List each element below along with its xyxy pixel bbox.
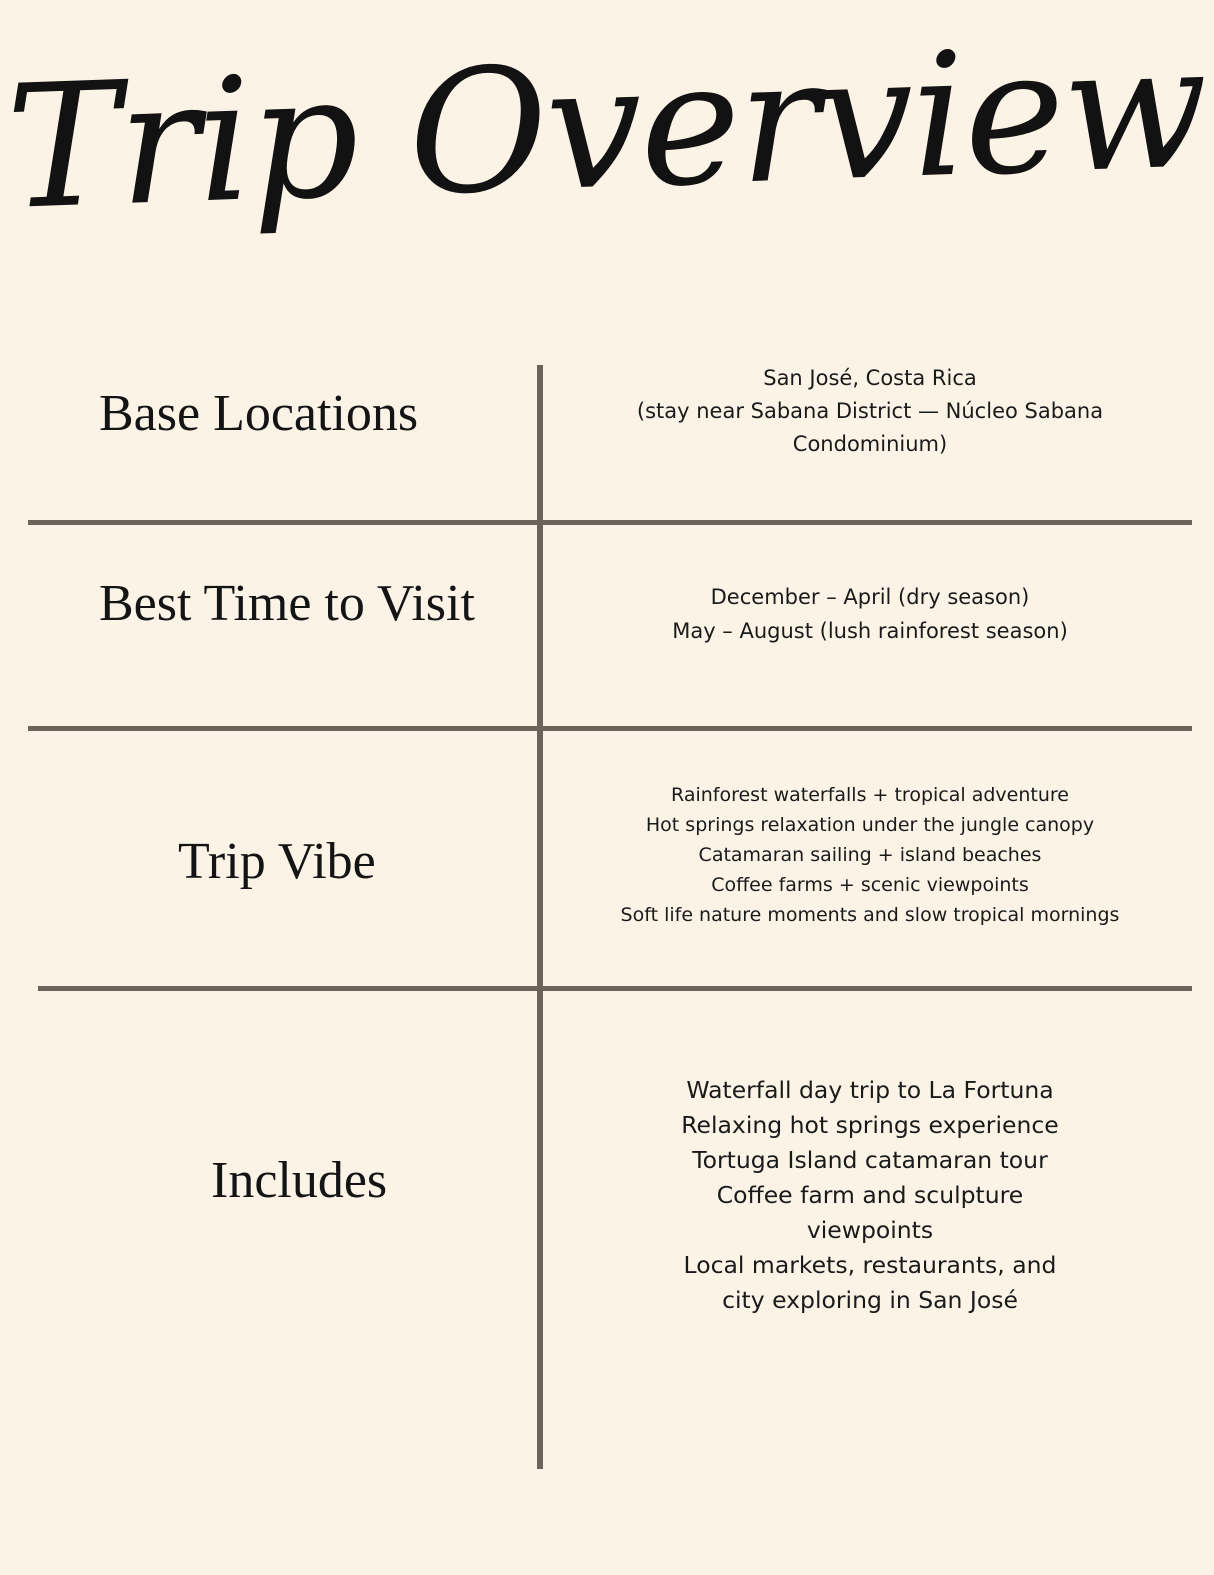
value-line: December – April (dry season)	[710, 585, 1030, 609]
row-divider	[28, 520, 1192, 525]
value-line: Soft life nature moments and slow tropical mornings	[620, 904, 1120, 926]
row-label-best-time: Best Time to Visit	[99, 575, 475, 632]
row-divider	[38, 986, 1192, 991]
value-line: Coffee farm and sculpture	[716, 1181, 1024, 1209]
value-line: Catamaran sailing + island beaches	[698, 844, 1042, 866]
row-label-base-locations: Base Locations	[99, 385, 419, 442]
vertical-divider	[537, 365, 543, 1469]
row-label-includes: Includes	[211, 1152, 388, 1209]
row-value-trip-vibe	[590, 780, 1150, 930]
value-line: city exploring in San José	[722, 1286, 1018, 1314]
value-line: May – August (lush rainforest season)	[672, 619, 1068, 643]
page-title: Trip Overview	[3, 8, 1210, 248]
value-line: Tortuga Island catamaran tour	[692, 1146, 1048, 1174]
value-line: (stay near Sabana District — Núcleo Sabana	[636, 399, 1104, 423]
row-label-trip-vibe: Trip Vibe	[178, 833, 376, 890]
row-value-best-time	[590, 580, 1150, 648]
value-line: viewpoints	[806, 1216, 934, 1244]
row-value-base-locations	[590, 362, 1150, 461]
value-line: San José, Costa Rica	[763, 366, 977, 390]
row-value-includes	[590, 1073, 1150, 1318]
row-divider	[28, 726, 1192, 731]
value-line: Local markets, restaurants, and	[683, 1251, 1057, 1279]
value-line: Hot springs relaxation under the jungle canopy	[645, 814, 1095, 836]
value-line: Coffee farms + scenic viewpoints	[711, 874, 1029, 896]
value-line: Waterfall day trip to La Fortuna	[686, 1076, 1054, 1104]
value-line: Rainforest waterfalls + tropical adventure	[671, 784, 1069, 806]
value-line: Condominium)	[792, 432, 948, 456]
value-line: Relaxing hot springs experience	[681, 1111, 1059, 1139]
